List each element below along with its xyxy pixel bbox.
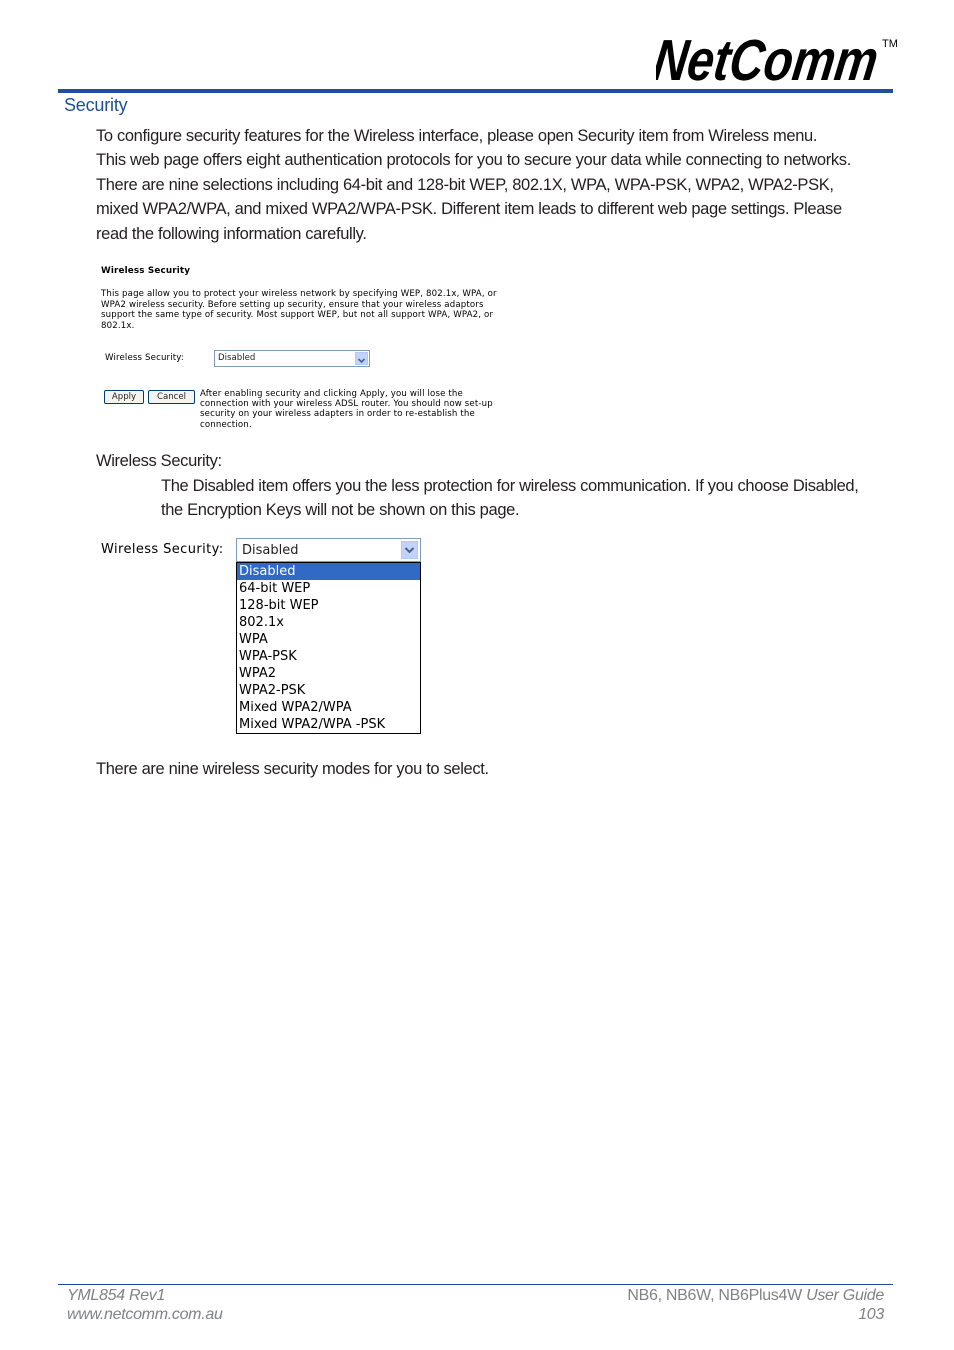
netcomm-logo xyxy=(656,30,900,86)
ss1-note-line: security on your wireless adapters in order to re-establish the xyxy=(200,409,475,420)
netcomm-logo-graphic xyxy=(656,30,900,86)
ss1-apply-note xyxy=(200,389,493,430)
chevron-down-icon[interactable] xyxy=(401,541,418,559)
option-wpa-psk[interactable]: WPA-PSK xyxy=(239,649,297,664)
chevron-down-icon[interactable] xyxy=(355,352,368,365)
ss1-desc-line: 802.1x. xyxy=(101,320,135,331)
intro-line-5: read the following information carefully. xyxy=(96,224,367,243)
ws-para-line-2: the Encryption Keys will not be shown on this page. xyxy=(161,501,520,520)
option-802-1x[interactable]: 802.1x xyxy=(239,615,284,630)
wireless-security-heading: Wireless Security: xyxy=(96,452,222,470)
ss1-note-line: After enabling security and clicking Apply, you will lose the xyxy=(200,389,463,399)
svg-text:NetComm: NetComm xyxy=(656,30,900,86)
ss2-options-list xyxy=(236,562,421,734)
ss2-security-label: Wireless Security: xyxy=(101,542,224,557)
option-wpa[interactable]: WPA xyxy=(239,632,268,647)
option-wpa2[interactable]: WPA2 xyxy=(239,666,277,681)
wireless-security-paragraph xyxy=(161,474,858,523)
option-128-bit-wep[interactable]: 128-bit WEP xyxy=(239,598,319,613)
footer-url: www.netcomm.com.au xyxy=(67,1306,223,1323)
option-64-bit-wep[interactable]: 64-bit WEP xyxy=(239,581,311,596)
apply-button[interactable]: Apply xyxy=(104,390,144,404)
footer-guide-suffix: User Guide xyxy=(801,1287,884,1304)
footer-rule xyxy=(58,1284,893,1285)
ws-term-disabled: Disabled xyxy=(792,477,855,495)
option-wpa2-psk[interactable]: WPA2-PSK xyxy=(239,683,306,698)
footer-guide-models: NB6, NB6W, NB6Plus4W xyxy=(627,1287,802,1304)
ss1-note-line: connection. xyxy=(200,419,252,430)
ss1-desc-line: WPA2 wireless security. Before setting up security, ensure that your wireless adaptors xyxy=(101,299,484,310)
header-rule xyxy=(58,89,893,93)
closing-sentence: There are nine wireless security modes for you to select. xyxy=(96,760,489,778)
ss1-select-value: Disabled xyxy=(218,353,256,363)
option-disabled[interactable]: Disabled xyxy=(237,563,420,580)
ss1-note-line: connection with your wireless ADSL router. You should now set-up xyxy=(200,399,493,410)
intro-line-1: To configure security features for the Wireless interface, please open Security item from Wireless menu. xyxy=(96,127,818,145)
ss2-select-value: Disabled xyxy=(242,543,299,558)
ws-text: item offers you the less protection for wireless communication. If you choose xyxy=(254,477,793,495)
ws-term-disabled: Disabled xyxy=(192,477,255,495)
footer-guide-title xyxy=(627,1287,884,1305)
ss1-desc-line: support the same type of security. Most support WEP, but not all support WPA, WPA2, or xyxy=(101,310,494,321)
ws-text: The xyxy=(161,477,193,495)
section-title: Security xyxy=(64,95,128,115)
intro-line-3: There are nine selections including 64-bit and 128-bit WEP, 802.1X, WPA, WPA-PSK, WPA2, WPA2-PSK, xyxy=(96,175,834,194)
footer-page-number: 103 xyxy=(858,1306,884,1323)
ss1-security-label: Wireless Security: xyxy=(105,353,184,363)
ss2-security-select[interactable] xyxy=(236,538,421,562)
svg-text:TM: TM xyxy=(882,38,898,50)
intro-paragraph xyxy=(96,124,851,246)
ws-para-line-1 xyxy=(161,474,858,498)
cancel-button[interactable]: Cancel xyxy=(148,390,195,404)
option-mixed-wpa2-wpa-psk[interactable]: Mixed WPA2/WPA -PSK xyxy=(239,717,386,732)
ss1-description xyxy=(101,289,497,331)
ws-text: , xyxy=(854,477,859,495)
intro-line-4: mixed WPA2/WPA, and mixed WPA2/WPA-PSK. Different item leads to different web page settings. Please xyxy=(96,200,842,219)
ss1-page-title: Wireless Security xyxy=(101,266,191,276)
ss1-desc-line: This page allow you to protect your wireless network by specifying WEP, 802.1x, WPA, or xyxy=(101,289,497,299)
intro-line-2: This web page offers eight authentication protocols for you to secure your data while connecting to networks. xyxy=(96,151,851,170)
footer-doc-id: YML854 Rev1 xyxy=(67,1287,166,1304)
ss1-security-select[interactable] xyxy=(214,350,370,367)
option-mixed-wpa2-wpa[interactable]: Mixed WPA2/WPA xyxy=(239,700,352,715)
